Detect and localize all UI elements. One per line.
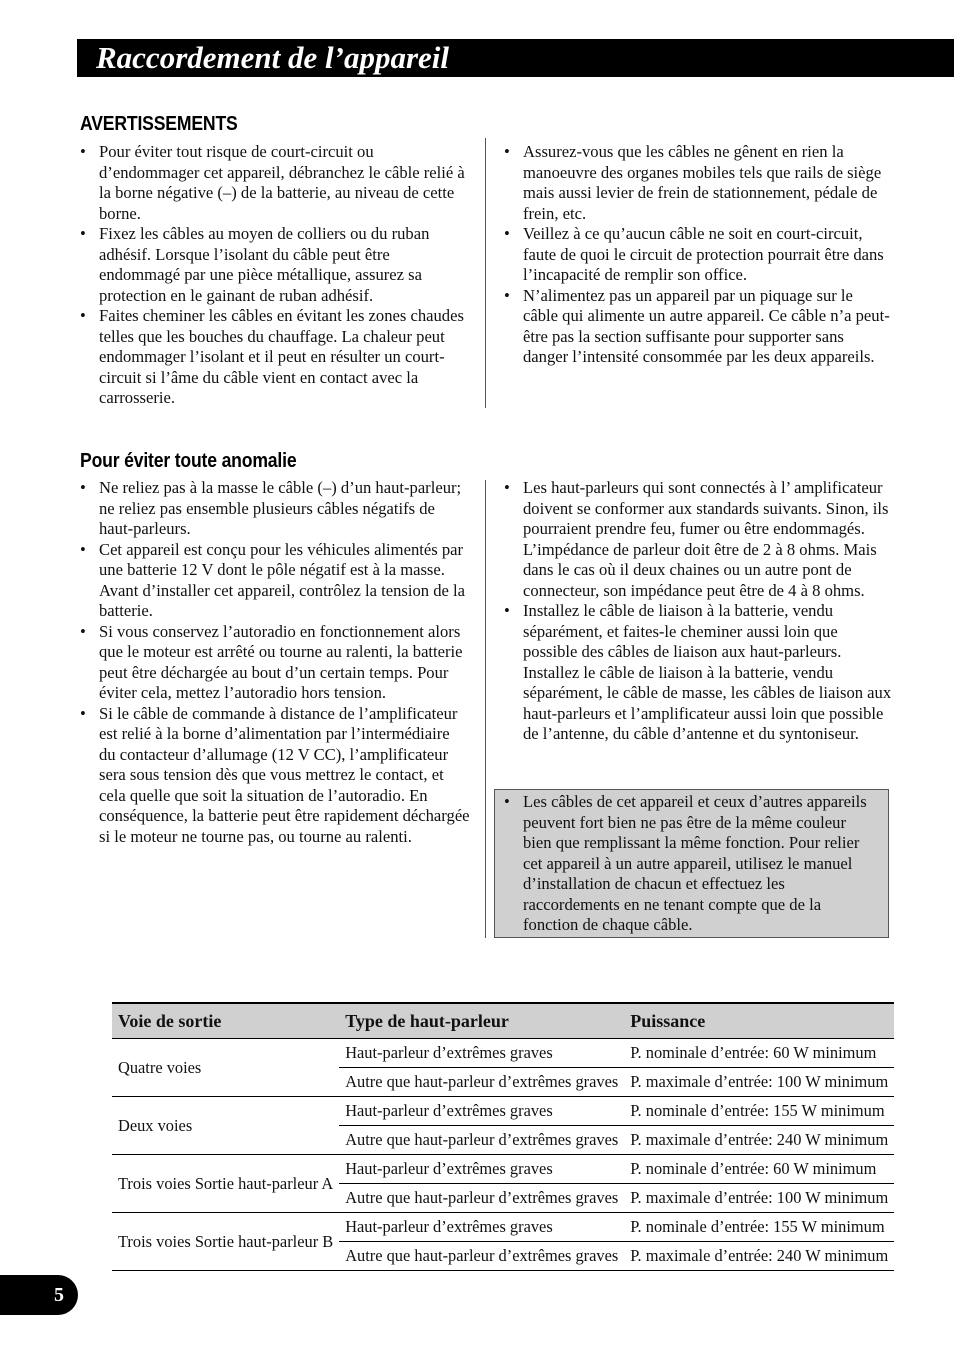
warnings-heading: AVERTISSEMENTS	[80, 113, 238, 135]
power-cell: P. maximale d’entrée: 240 W minimum	[624, 1242, 894, 1271]
power-cell: P. maximale d’entrée: 100 W minimum	[624, 1068, 894, 1097]
page-number: 5	[0, 1275, 78, 1315]
list-item: • Si vous conservez l’autoradio en fonctionnement alors que le moteur est arrêté ou tourne au ralenti, la batterie peut être déchargée au bout d’un certain temps. Pour éviter cela, mettez l’autoradio hors tension.	[80, 622, 470, 704]
warnings-left-list	[80, 142, 470, 409]
speaker-type-cell: Autre que haut-parleur d’extrêmes graves	[339, 1068, 624, 1097]
list-item: • Si le câble de commande à distance de l’amplificateur est relié à la borne d’alimentation par l’intermédiaire du contacteur d’allumage (12 V CC), l’amplificateur sera sous tension dès que vous mettrez le contact, et cela quelle que soit la situation de l’autoradio. En conséquence, la batterie peut être rapidement déchargée si le moteur ne tourne pas, ou tourne au ralenti.	[80, 704, 470, 848]
table-row	[112, 1155, 894, 1184]
group-label: Deux voies	[112, 1097, 339, 1155]
header-power: Puissance	[624, 1003, 894, 1039]
list-item: • Assurez-vous que les câbles ne gênent en rien la manoeuvre des organes mobiles tels que rails de siège mais aussi levier de frein de stationnement, pédale de frein, etc.	[504, 142, 892, 224]
table-row	[112, 1097, 894, 1126]
list-item: • Veillez à ce qu’aucun câble ne soit en court-circuit, faute de quoi le circuit de protection pourrait être dans l’incapacité de remplir son office.	[504, 224, 892, 286]
anomaly-right-list	[504, 478, 892, 745]
page-title-bar	[77, 39, 954, 77]
speaker-spec-table	[112, 1002, 894, 1271]
list-item: • Faites cheminer les câbles en évitant les zones chaudes telles que les bouches du chauffage. La chaleur peut endommager l’isolant et il peut en résulter un court-circuit si l’âme du câble vient en contact avec la carrosserie.	[80, 306, 470, 409]
header-output: Voie de sortie	[112, 1003, 339, 1039]
list-item: • Ne reliez pas à la masse le câble (–) d’un haut-parleur; ne reliez pas ensemble plusieurs câbles négatifs de haut-parleurs.	[80, 478, 470, 540]
list-item: • Les haut-parleurs qui sont connectés à l’ amplificateur doivent se conformer aux standards suivants. Sinon, ils pourraient prendre feu, fumer ou être endommagés. L’impédance de parleur doit être de 2 à 8 ohms. Mais dans le cas où il deux chaines ou un autre pont de connecteur, son impédance peut être de 4 à 8 ohms.	[504, 478, 892, 601]
speaker-type-cell: Autre que haut-parleur d’extrêmes graves	[339, 1242, 624, 1271]
anomaly-heading: Pour éviter toute anomalie	[80, 450, 297, 472]
shaded-note: • Les câbles de cet appareil et ceux d’autres appareils peuvent fort bien ne pas être de la même couleur bien que remplissant la même fonction. Pour relier cet appareil à un autre appareil, utilisez le manuel d’installation de chacun et effectuez les raccordements en ne tenant compte que de la fonction de chaque câble.	[504, 792, 876, 936]
group-label: Quatre voies	[112, 1039, 339, 1097]
anomaly-left-list	[80, 478, 470, 847]
power-cell: P. nominale d’entrée: 60 W minimum	[624, 1039, 894, 1068]
power-cell: P. maximale d’entrée: 240 W minimum	[624, 1126, 894, 1155]
speaker-type-cell: Haut-parleur d’extrêmes graves	[339, 1039, 624, 1068]
table-header-row	[112, 1003, 894, 1039]
power-cell: P. nominale d’entrée: 155 W minimum	[624, 1097, 894, 1126]
table-row	[112, 1039, 894, 1068]
warnings-right-list	[504, 142, 892, 368]
speaker-type-cell: Haut-parleur d’extrêmes graves	[339, 1097, 624, 1126]
group-label: Trois voies Sortie haut-parleur B	[112, 1213, 339, 1271]
list-item: • Installez le câble de liaison à la batterie, vendu séparément, et faites-le cheminer aussi loin que possible des câbles de liaison aux haut-parleurs. Installez le câble de liaison à la batterie, vendu séparément, le câble de masse, les câbles de liaison aux haut-parleurs et l’amplificateur aussi loin que possible de l’antenne, du câble d’antenne et du syntoniseur.	[504, 601, 892, 745]
power-cell: P. maximale d’entrée: 100 W minimum	[624, 1184, 894, 1213]
list-item: • N’alimentez pas un appareil par un piquage sur le câble qui alimente un autre appareil. Ce câble n’a peut-être pas la section suffisante pour supporter sans danger l’intensité consommée par les deux appareils.	[504, 286, 892, 368]
list-item: • Fixez les câbles au moyen de colliers ou du ruban adhésif. Lorsque l’isolant du câble peut être endommagé par une pièce métallique, assurez sa protection en le gainant de ruban adhésif.	[80, 224, 470, 306]
speaker-type-cell: Autre que haut-parleur d’extrêmes graves	[339, 1126, 624, 1155]
list-item: • Cet appareil est conçu pour les véhicules alimentés par une batterie 12 V dont le pôle négatif est à la masse. Avant d’installer cet appareil, contrôlez la tension de la batterie.	[80, 540, 470, 622]
list-item: • Pour éviter tout risque de court-circuit ou d’endommager cet appareil, débranchez le câble relié à la borne négative (–) de la batterie, au niveau de cette borne.	[80, 142, 470, 224]
group-label: Trois voies Sortie haut-parleur A	[112, 1155, 339, 1213]
shaded-note-list	[504, 792, 876, 936]
speaker-type-cell: Autre que haut-parleur d’extrêmes graves	[339, 1184, 624, 1213]
page-title: Raccordement de l’appareil	[96, 40, 449, 75]
table-row	[112, 1213, 894, 1242]
header-speaker-type: Type de haut-parleur	[339, 1003, 624, 1039]
power-cell: P. nominale d’entrée: 155 W minimum	[624, 1213, 894, 1242]
column-divider	[485, 480, 486, 938]
power-cell: P. nominale d’entrée: 60 W minimum	[624, 1155, 894, 1184]
speaker-type-cell: Haut-parleur d’extrêmes graves	[339, 1155, 624, 1184]
speaker-type-cell: Haut-parleur d’extrêmes graves	[339, 1213, 624, 1242]
column-divider	[485, 138, 486, 408]
